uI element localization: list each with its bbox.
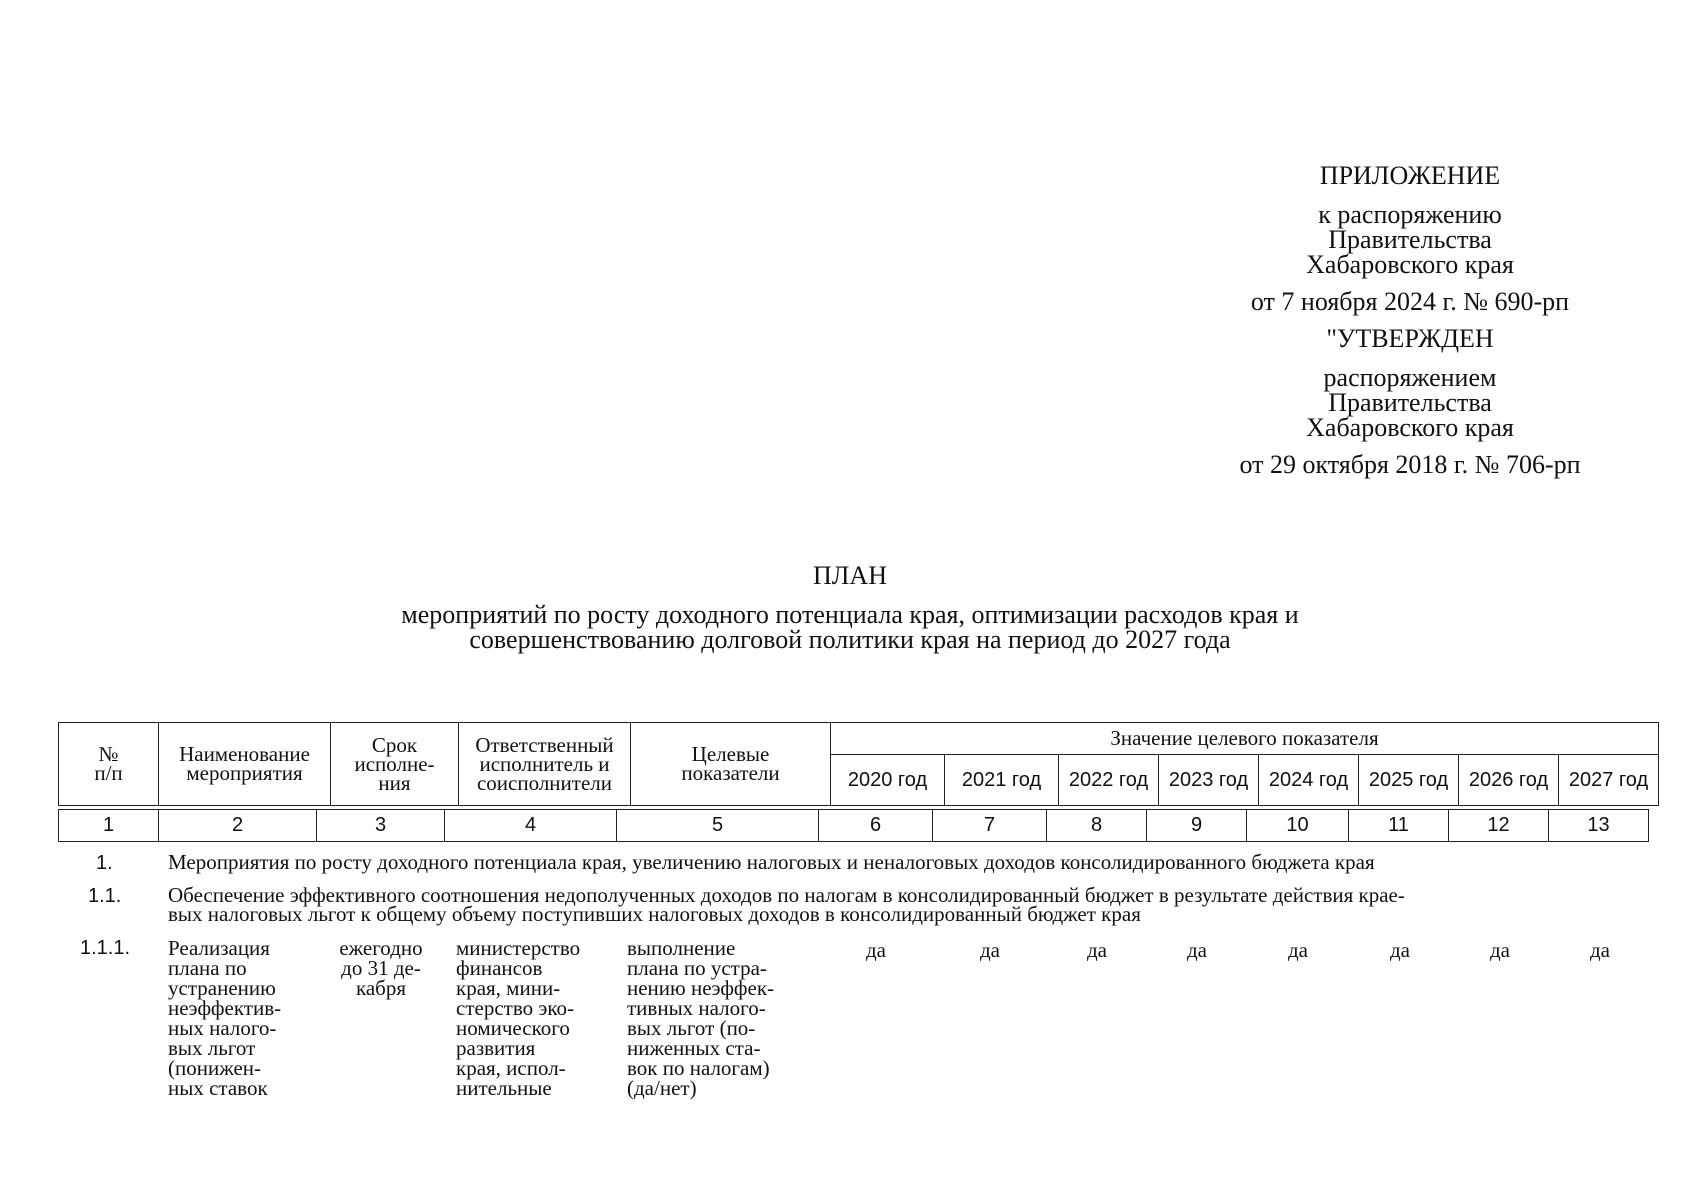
cell-line: министерство [456, 936, 581, 960]
cell-line: (понижен- [168, 1056, 261, 1080]
cell-line: финансов [456, 956, 543, 980]
header-text: Наименование [179, 742, 310, 766]
section-text-line: вых налоговых льгот к общему объему поступивших налоговых доходов в консолидированный бюджет края [168, 902, 1141, 926]
header-text: п/п [94, 761, 123, 785]
column-number: 12 [1449, 810, 1549, 842]
header-text: исполне- [354, 751, 435, 776]
cell-line: развития [456, 1036, 536, 1060]
value-cell: да [1589, 938, 1610, 962]
approved-line: распоряжением [1323, 363, 1497, 392]
header-text: № [98, 742, 119, 766]
year-header: 2025 год [1359, 755, 1459, 806]
column-number: 5 [617, 810, 819, 842]
section-text: Мероприятия по росту доходного потенциала края, увеличению налоговых и неналоговых доходов консолидированного бюджета края [168, 850, 1375, 874]
header-text: мероприятия [186, 761, 303, 785]
header-text: Ответственный [475, 732, 614, 757]
column-number: 4 [445, 810, 617, 842]
column-number: 2 [159, 810, 317, 842]
column-number: 9 [1147, 810, 1247, 842]
value-cell: да [1389, 938, 1410, 962]
cell-line: вых льгот (по- [627, 1016, 756, 1040]
row-indicator [627, 938, 827, 1098]
cell-line: ежегодно [339, 936, 423, 960]
column-number: 3 [317, 810, 445, 842]
appendix-block [1180, 163, 1640, 477]
year-header: 2026 год [1459, 755, 1559, 806]
cell-line: нительные [456, 1076, 552, 1100]
value-cell: да [1489, 938, 1510, 962]
value-cell: да [1086, 938, 1107, 962]
header-text: соисполнители [476, 770, 612, 795]
column-number: 7 [933, 810, 1047, 842]
column-number: 1 [59, 810, 159, 842]
cell-line: плана по [168, 956, 247, 980]
cell-line: тивных налого- [627, 996, 766, 1020]
header-executor [459, 723, 631, 806]
cell-line: номического [456, 1016, 570, 1040]
cell-line: края, испол- [456, 1056, 566, 1080]
value-cell: да [979, 938, 1000, 962]
header-text: Срок [371, 732, 418, 757]
cell-line: стерство эко- [456, 996, 574, 1020]
cell-line: неэффектив- [168, 996, 282, 1020]
header-name [159, 723, 331, 806]
header-table [58, 722, 1659, 806]
approved-title: "УТВЕРЖДЕН [1326, 324, 1494, 353]
section-text-line: Обеспечение эффективного соотношения недополученных доходов по налогам в консолидированный бюджет в результате действия крае- [168, 883, 1405, 907]
appendix-line: Хабаровского края [1306, 250, 1514, 279]
year-header: 2021 год [945, 755, 1059, 806]
cell-line: вок по налогам) [627, 1056, 770, 1080]
row-number: 1.1.1. [80, 937, 131, 959]
year-header: 2027 год [1559, 755, 1659, 806]
header-text: исполнитель и [479, 751, 610, 776]
row-name [168, 938, 318, 1098]
section-number: 1.1. [88, 885, 122, 907]
column-number: 6 [819, 810, 933, 842]
row-deadline [326, 938, 436, 998]
cell-line: (да/нет) [627, 1076, 697, 1100]
column-number: 13 [1549, 810, 1649, 842]
year-header: 2023 год [1159, 755, 1259, 806]
cell-line: плана по устра- [627, 956, 767, 980]
section-number: 1. [96, 852, 113, 874]
year-header: 2024 год [1259, 755, 1359, 806]
approved-date: от 29 октября 2018 г. № 706-рп [1239, 450, 1581, 479]
section-text [168, 883, 1405, 926]
row-executor [456, 938, 616, 1098]
appendix-title: ПРИЛОЖЕНИЕ [1319, 161, 1501, 190]
cell-line: ных ставок [168, 1076, 268, 1100]
column-number: 11 [1349, 810, 1449, 842]
approved-line: Хабаровского края [1306, 413, 1514, 442]
cell-line: края, мини- [456, 976, 561, 1000]
year-header: 2022 год [1059, 755, 1159, 806]
plan-title-block [300, 563, 1400, 652]
column-number: 10 [1247, 810, 1349, 842]
appendix-date: от 7 ноября 2024 г. № 690-рп [1250, 287, 1570, 316]
column-number: 8 [1047, 810, 1147, 842]
appendix-line: Правительства [1328, 225, 1492, 254]
cell-line: выполнение [627, 936, 736, 960]
year-header: 2020 год [831, 755, 945, 806]
header-indicators [631, 723, 831, 806]
cell-line: ных налого- [168, 1016, 277, 1040]
header-text: показатели [681, 761, 780, 785]
column-numbers-row [58, 809, 1649, 842]
appendix-line: к распоряжению [1318, 200, 1502, 229]
header-text: ния [378, 770, 411, 795]
cell-line: ниженных ста- [627, 1036, 761, 1060]
plan-title: ПЛАН [813, 561, 887, 590]
header-value-group: Значение целевого показателя [831, 723, 1659, 755]
plan-subtitle-line: мероприятий по росту доходного потенциала края, оптимизации расходов края и [401, 600, 1299, 629]
cell-line: кабря [355, 976, 407, 1000]
plan-subtitle-line: совершенствованию долговой политики края на период до 2027 года [469, 625, 1231, 654]
header-text: Целевые [691, 742, 770, 766]
value-cell: да [1186, 938, 1207, 962]
cell-line: Реализация [168, 936, 270, 960]
cell-line: до 31 де- [341, 956, 421, 980]
value-cell: да [865, 938, 886, 962]
value-cell: да [1287, 938, 1308, 962]
cell-line: нению неэффек- [627, 976, 775, 1000]
header-deadline [331, 723, 459, 806]
header-number [59, 723, 159, 806]
cell-line: устранению [168, 976, 276, 1000]
cell-line: вых льгот [168, 1036, 256, 1060]
approved-line: Правительства [1328, 388, 1492, 417]
